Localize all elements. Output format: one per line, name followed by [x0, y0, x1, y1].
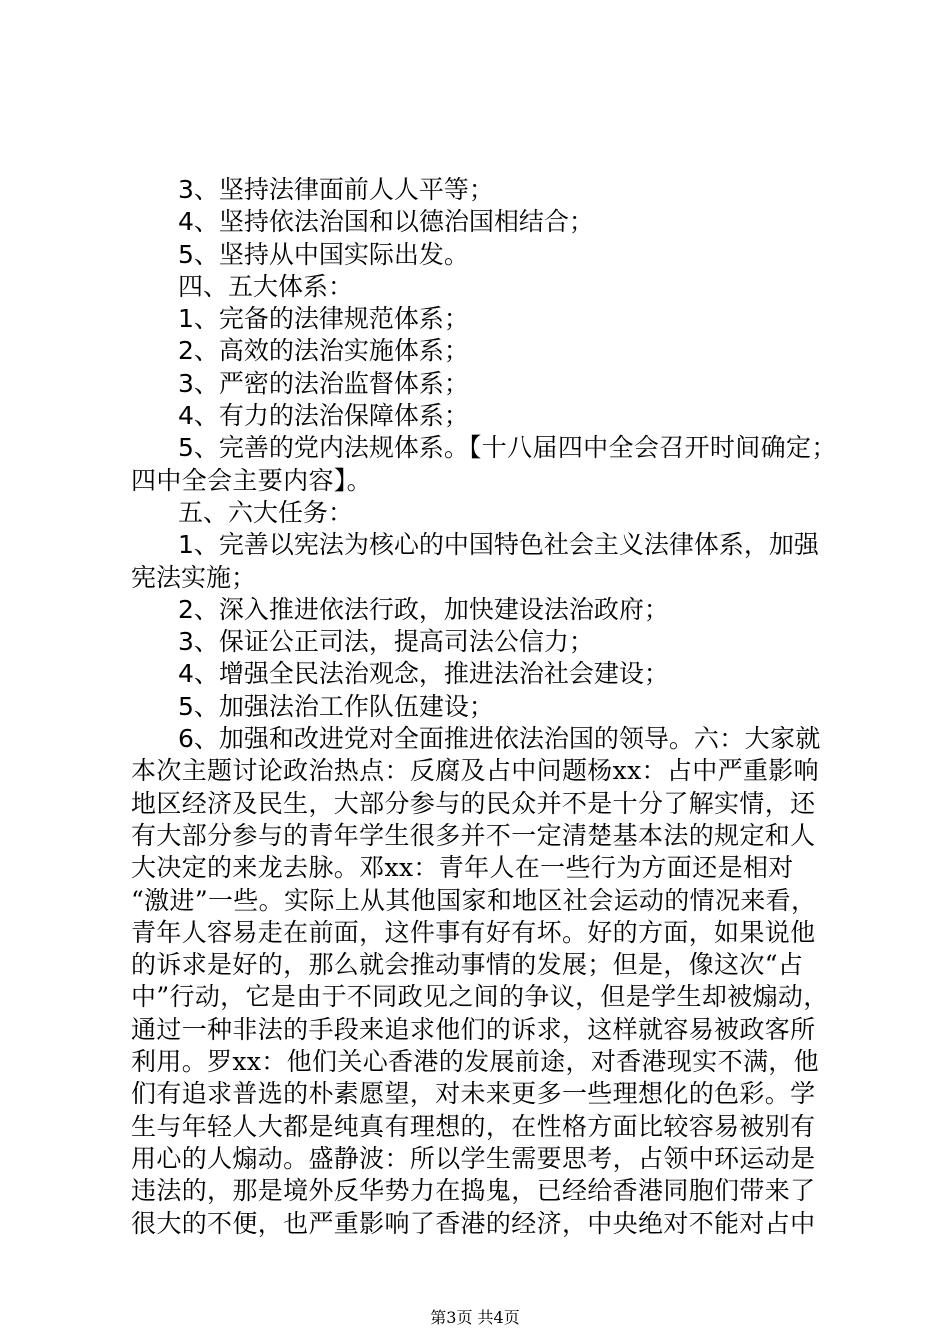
- text-line: [131, 1208, 831, 1240]
- text-line-content: 很大的不便，也严重影响了香港的经济，中央绝对不能对占中: [131, 1208, 816, 1238]
- text-line-continuation: 六：大家就: [693, 724, 821, 754]
- text-line-content: 用心的人煽动。盛静波：所以学生需要思考，占领中环运动是: [131, 1143, 816, 1173]
- page-footer: 第3页 共4页: [430, 1308, 520, 1327]
- text-line-content: 通过一种非法的手段来追求他们的诉求，这样就容易被政客所: [131, 1014, 816, 1044]
- text-line: [131, 174, 831, 206]
- document-body: [131, 174, 837, 1240]
- text-line-content: “激进”一些。实际上从其他国家和地区社会运动的情况来看，: [131, 885, 817, 915]
- text-line: [131, 1111, 831, 1143]
- text-line-content: 3、保证公正司法，提高司法公信力；: [178, 627, 594, 657]
- text-line: [131, 1078, 831, 1110]
- text-line-content: 五、六大任务：: [178, 497, 354, 527]
- text-line-content: 中”行动，它是由于不同政见之间的争议，但是学生却被煽动，: [131, 982, 829, 1012]
- text-line-content: 的诉求是好的，那么就会推动事情的发展；但是，像这次“占: [131, 950, 804, 980]
- text-line: [131, 755, 831, 787]
- text-line-content: 大决定的来龙去脉。邓xx：青年人在一些行为方面还是相对: [131, 853, 794, 883]
- text-line: [131, 303, 831, 335]
- text-line: [131, 594, 831, 626]
- text-line: [131, 239, 831, 271]
- text-line: [131, 981, 831, 1013]
- text-line: [131, 658, 831, 690]
- text-line-content: 生与年轻人大都是纯真有理想的，在性格方面比较容易被别有: [131, 1111, 816, 1141]
- text-line-content: 4、有力的法治保障体系；: [178, 401, 469, 431]
- text-line-content: 6、加强和改进党对全面推进依法治国的领导。: [178, 724, 694, 754]
- text-line-content: 5、完善的党内法规体系。: [178, 433, 469, 463]
- text-line: [131, 400, 831, 432]
- text-line: [131, 432, 837, 464]
- text-line: [131, 691, 831, 723]
- text-line: [131, 465, 831, 497]
- text-line: [131, 1014, 831, 1046]
- text-line: [131, 917, 831, 949]
- text-line: [131, 1175, 831, 1207]
- text-line: [131, 529, 831, 561]
- text-line: [131, 1046, 831, 1078]
- text-line: [131, 497, 831, 529]
- text-line: [131, 626, 831, 658]
- text-line-content: 宪法实施；: [131, 562, 257, 592]
- text-line: [131, 852, 831, 884]
- text-line-content: 3、坚持法律面前人人平等；: [178, 175, 494, 204]
- text-line-content: 四中全会主要内容】。: [131, 465, 373, 495]
- text-line-content: 5、加强法治工作队伍建设；: [178, 691, 494, 721]
- text-line: [131, 820, 831, 852]
- text-line: [131, 335, 831, 367]
- text-line-content: 4、坚持依法治国和以德治国相结合；: [178, 207, 594, 237]
- text-line-content: 四、五大体系：: [178, 271, 354, 301]
- text-line-content: 3、严密的法治监督体系；: [178, 368, 469, 398]
- text-line-content: 青年人容易走在前面，这件事有好有坏。好的方面，如果说他: [131, 917, 816, 947]
- text-line: [131, 723, 831, 755]
- text-line-content: 地区经济及民生，大部分参与的民众并不是十分了解实情，还: [131, 788, 816, 818]
- text-line: [131, 271, 831, 303]
- text-line: [131, 788, 831, 820]
- text-line-content: 本次主题讨论政治热点：反腐及占中问题杨xx：占中严重影响: [131, 756, 820, 786]
- text-line: [131, 368, 831, 400]
- text-line-content: 5、坚持从中国实际出发。: [178, 239, 469, 269]
- text-line: [131, 949, 831, 981]
- text-line: [131, 206, 831, 238]
- text-line-content: 1、完善以宪法为核心的中国特色社会主义法律体系，加强: [178, 530, 819, 560]
- text-line-content: 违法的，那是境外反华势力在捣鬼，已经给香港同胞们带来了: [131, 1176, 816, 1206]
- text-line-content: 1、完备的法律规范体系；: [178, 304, 469, 334]
- text-line: [131, 562, 831, 594]
- text-line-content: 利用。罗xx：他们关心香港的发展前途，对香港现实不满，他: [131, 1047, 820, 1077]
- text-line: [131, 1143, 831, 1175]
- text-line-content: 2、深入推进依法行政，加快建设法治政府；: [178, 594, 669, 624]
- text-line-content: 4、增强全民法治观念，推进法治社会建设；: [178, 659, 669, 689]
- text-line-content: 2、高效的法治实施体系；: [178, 336, 469, 366]
- text-line-content: 有大部分参与的青年学生很多并不一定清楚基本法的规定和人: [131, 820, 816, 850]
- text-line-content: 们有追求普选的朴素愿望，对未来更多一些理想化的色彩。学: [131, 1079, 816, 1109]
- text-line: [131, 885, 831, 917]
- text-line-continuation: 【十八届四中全会召开时间确定；: [468, 433, 837, 463]
